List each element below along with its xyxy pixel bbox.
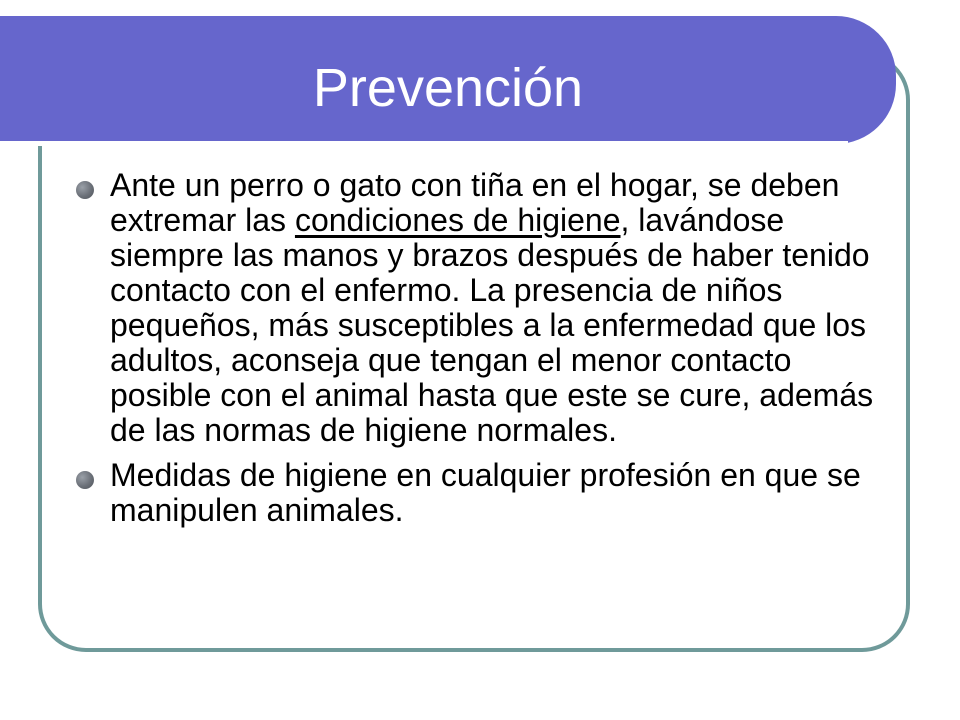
bullet-item <box>76 168 876 448</box>
title-bar <box>0 16 896 144</box>
slide-title: Prevención <box>312 58 584 118</box>
underlined-phrase: condiciones de higiene <box>294 202 621 238</box>
bullet-list <box>76 168 876 538</box>
bullet-item <box>76 458 876 528</box>
bullet-text-part: Ante un perro o gato con tiña en el hogar, se deben extremar las <box>110 167 840 238</box>
bullet-icon <box>76 471 94 489</box>
title-divider <box>0 141 848 146</box>
bullet-text: Medidas de higiene en cualquier profesión en que se manipulen animales. <box>110 457 861 528</box>
bullet-icon <box>76 181 94 199</box>
bullet-text <box>110 168 876 448</box>
bullet-text-part: , lavándose siempre las manos y brazos después de haber tenido contacto con el enfermo. La presencia de niños pequeños, más susceptibles a la enfermedad que los adultos, aconseja que tengan el menor contacto posible con el animal hasta que este se cure, además de las normas de higiene normales. <box>110 202 874 448</box>
